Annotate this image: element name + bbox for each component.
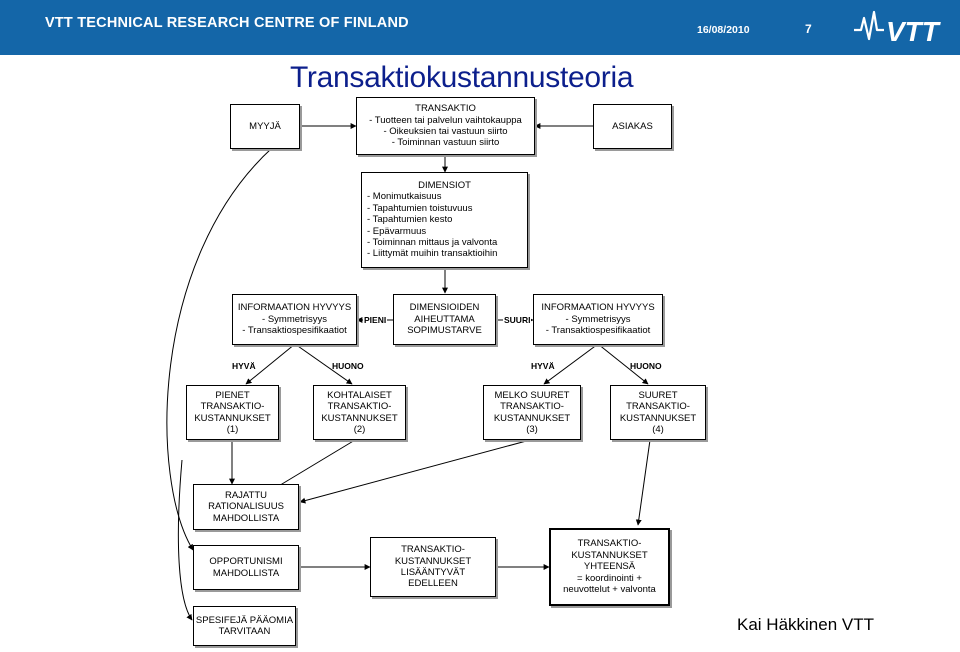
cost-box-3 [483,385,581,440]
cost-3-line: KUSTANNUKSET [493,412,571,424]
poor-label-right: HUONO [630,361,662,371]
dimensions-item: - Toiminnan mittaus ja valvonta [367,237,498,249]
total-costs-line: YHTEENSÄ [583,561,636,573]
cost-2-line: KOHTALAISET [327,389,392,401]
cost-4-line: SUURET [638,389,678,401]
customer-box [593,104,672,149]
seller-box [230,104,300,149]
transaction-box [356,97,535,155]
small-label: PIENI [364,315,387,325]
cost-3-line: TRANSAKTIO- [500,401,564,413]
information-quality-left-box [232,294,357,345]
cost-4-line: (4) [652,423,664,435]
specific-capital-line: SPESIFEJÄ PÄÄOMIA [195,614,294,626]
organization-name: VTT TECHNICAL RESEARCH CENTRE OF FINLAND [45,15,409,31]
poor-label-left: HUONO [332,361,364,371]
total-costs-line: = koordinointi + [577,572,642,584]
large-label: SUURI [504,315,531,325]
information-quality-right-box [533,294,663,345]
total-costs-line: TRANSAKTIO- [577,538,642,550]
slide-number: 7 [805,22,812,36]
opportunism-line: OPPORTUNISMI [209,556,283,568]
good-label-left: HYVÄ [232,361,256,371]
cost-3-line: MELKO SUURET [494,389,570,401]
vtt-logo-text: VTT [886,16,939,46]
cost-2-line: TRANSAKTIO- [327,401,392,413]
transaction-line: TRANSAKTIO [415,103,476,115]
transaction-line: - Tuotteen tai palvelun vaihtokauppa [369,114,522,126]
transaction-line: - Oikeuksien tai vastuun siirto [383,126,508,137]
opportunism-line: MAHDOLLISTA [212,567,280,579]
cost-1-line: TRANSAKTIO- [200,401,265,413]
page-title: Transaktiokustannusteoria [290,61,634,94]
opportunism-box [193,545,299,590]
cost-4-line: TRANSAKTIO- [626,401,690,413]
dimensions-item: - Epävarmuus [367,225,427,237]
dimensions-item: - Tapahtumien toistuvuus [367,202,473,214]
specific-capital-line: TARVITAAN [218,626,271,637]
cost-box-1 [186,385,279,440]
total-costs-box [549,528,670,606]
increasing-costs-line: LISÄÄNTYVÄT [400,567,466,578]
contract-need-line: SOPIMUSTARVE [407,325,482,337]
total-costs-line: neuvottelut + valvonta [563,584,656,596]
bounded-rationality-line: RATIONALISUUS [208,501,284,513]
cost-box-4 [610,385,706,440]
cost-1-line: (1) [226,423,239,435]
info-left-line: - Symmetrisyys [262,313,327,325]
bounded-rationality-line: MAHDOLLISTA [212,512,280,524]
seller-label: MYYJÄ [249,120,281,132]
author-credit: Kai Häkkinen VTT [737,615,874,634]
increasing-costs-line: KUSTANNUKSET [394,555,472,567]
cost-1-line: KUSTANNUKSET [194,412,271,424]
good-label-right: HYVÄ [531,361,555,371]
info-left-line: - Transaktiospesifikaatiot [242,325,347,337]
bounded-rationality-box [193,484,299,530]
dimensions-heading: DIMENSIOT [418,180,471,191]
cost-1-line: PIENET [215,389,250,401]
contract-need-box [393,294,496,345]
bounded-rationality-line: RAJATTU [224,489,268,501]
cost-4-line: KUSTANNUKSET [619,412,697,424]
dimensions-item: - Liittymät muihin transaktioihin [367,248,498,260]
cost-box-2 [313,385,406,440]
cost-2-line: KUSTANNUKSET [321,412,398,424]
dimensions-item: - Tapahtumien kesto [367,214,453,226]
dimensions-box [361,172,528,268]
dimensions-item: - Monimutkaisuus [367,191,442,203]
specific-capital-box [193,606,296,646]
info-right-line: - Transaktiospesifikaatiot [545,325,651,337]
info-right-line: INFORMAATION HYVYYS [541,302,655,314]
contract-need-line: AIHEUTTAMA [414,313,475,325]
info-right-line: - Symmetrisyys [565,313,631,325]
cost-3-line: (3) [526,423,538,435]
customer-label: ASIAKAS [612,120,653,132]
contract-need-line: DIMENSIOIDEN [409,302,480,314]
slide-date: 16/08/2010 [697,24,750,36]
info-left-line: INFORMAATION HYVYYS [237,302,352,314]
total-costs-line: KUSTANNUKSET [571,549,648,561]
increasing-costs-line: EDELLEEN [408,578,458,590]
increasing-costs-line: TRANSAKTIO- [401,544,465,556]
cost-2-line: (2) [353,423,366,435]
transaction-line: - Toiminnan vastuun siirto [391,137,500,149]
increasing-costs-box [370,537,496,597]
